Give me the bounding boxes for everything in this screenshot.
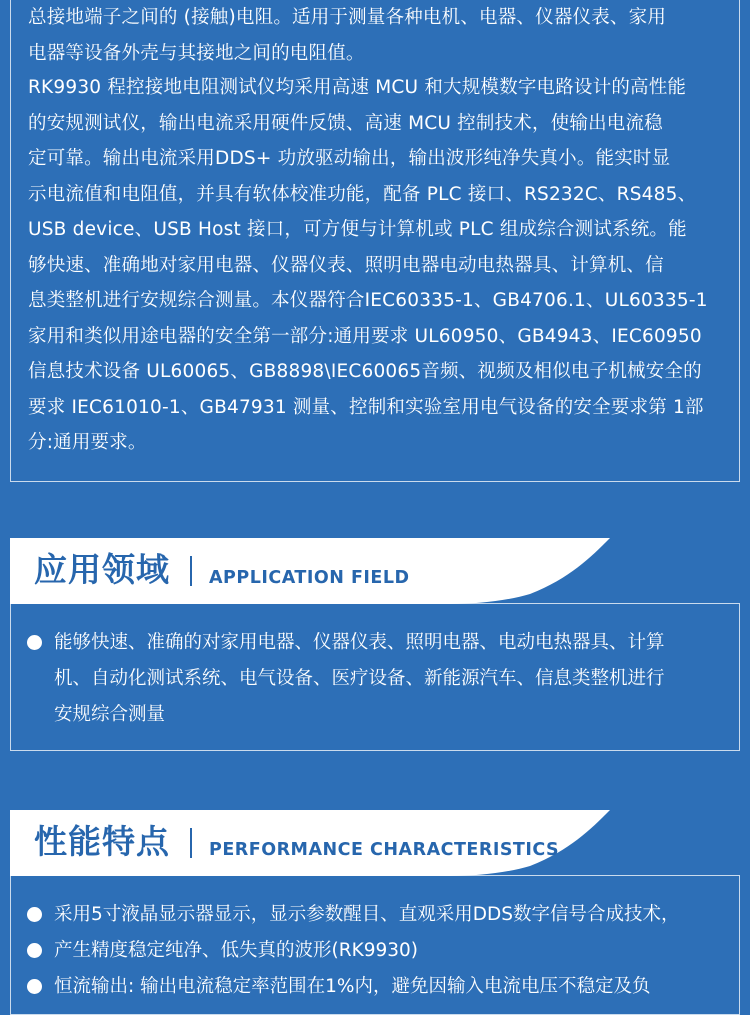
intro-line: 信息技术设备 UL60065、GB8898\IEC60065音频、视频及相似电子机械安全的	[28, 361, 702, 382]
intro-line: 息类整机进行安规综合测量。本仪器符合IEC60335-1、GB4706.1、UL60335-1	[28, 290, 708, 311]
item-line: 安规综合测量	[54, 704, 166, 725]
intro-line: 够快速、准确地对家用电器、仪器仪表、照明电器电动电热器具、计算机、信	[28, 254, 664, 276]
list-item	[20, 933, 730, 969]
bullet-dot-icon	[27, 635, 42, 650]
item-line: 能够快速、准确的对家用电器、仪器仪表、照明电器、电动电热器具、计算	[54, 632, 665, 653]
item-line: 采用5寸液晶显示器显示，显示参数醒目、直观采用DDS数字信号合成技术，	[54, 904, 680, 925]
performance-banner	[10, 810, 610, 876]
intro-paragraph-2	[28, 70, 718, 461]
application-banner	[10, 538, 610, 604]
application-title-cn: 应用领域	[34, 550, 170, 589]
intro-line: 定可靠。输出电流采用DDS+ 功放驱动输出，输出波形纯净失真小。能实时显	[28, 148, 671, 169]
bullet-dot-icon	[27, 907, 42, 922]
application-list	[20, 625, 730, 733]
intro-line: 电器等设备外壳与其接地之间的电阻值。	[28, 42, 365, 64]
performance-title-en: PERFORMANCE CHARACTERISTICS	[209, 840, 560, 860]
list-item	[20, 897, 730, 933]
item-line: 产生精度稳定纯净、低失真的波形(RK9930)	[54, 940, 419, 961]
intro-line: USB device、USB Host 接口，可方便与计算机或 PLC 组成综合测试系统。能	[28, 219, 687, 240]
intro-paragraph-1	[28, 0, 718, 71]
intro-line: 的安规测试仪，输出电流采用硬件反馈、高速 MCU 控制技术，使输出电流稳	[28, 112, 663, 134]
banner-divider	[190, 828, 192, 858]
intro-line: 示电流值和电阻值，并具有软体校准功能，配备 PLC 接口、RS232C、RS485、	[28, 183, 697, 205]
item-line: 机、自动化测试系统、电气设备、医疗设备、新能源汽车、信息类整机进行	[54, 668, 665, 689]
bullet-dot-icon	[27, 943, 42, 958]
intro-line: 分:通用要求。	[28, 432, 147, 453]
performance-title-cn: 性能特点	[34, 822, 170, 861]
list-item	[20, 625, 730, 733]
intro-line: 总接地端子之间的 (接触)电阻。适用于测量各种电机、电器、仪器仪表、家用	[28, 7, 667, 28]
intro-line: 要求 IEC61010-1、GB47931 测量、控制和实验室用电气设备的安全要求第 1部	[28, 396, 704, 418]
bullet-dot-icon	[27, 979, 42, 994]
item-line: 恒流输出: 输出电流稳定率范围在1%内，避免因输入电流电压不稳定及负	[54, 976, 651, 997]
intro-line: RK9930 程控接地电阻测试仪均采用高速 MCU 和大规模数字电路设计的高性能	[28, 77, 687, 98]
application-title-en: APPLICATION FIELD	[209, 568, 410, 588]
banner-divider	[190, 556, 192, 586]
performance-list	[20, 897, 730, 1005]
intro-line: 家用和类似用途电器的安全第一部分:通用要求 UL60950、GB4943、IEC60950	[28, 325, 702, 347]
